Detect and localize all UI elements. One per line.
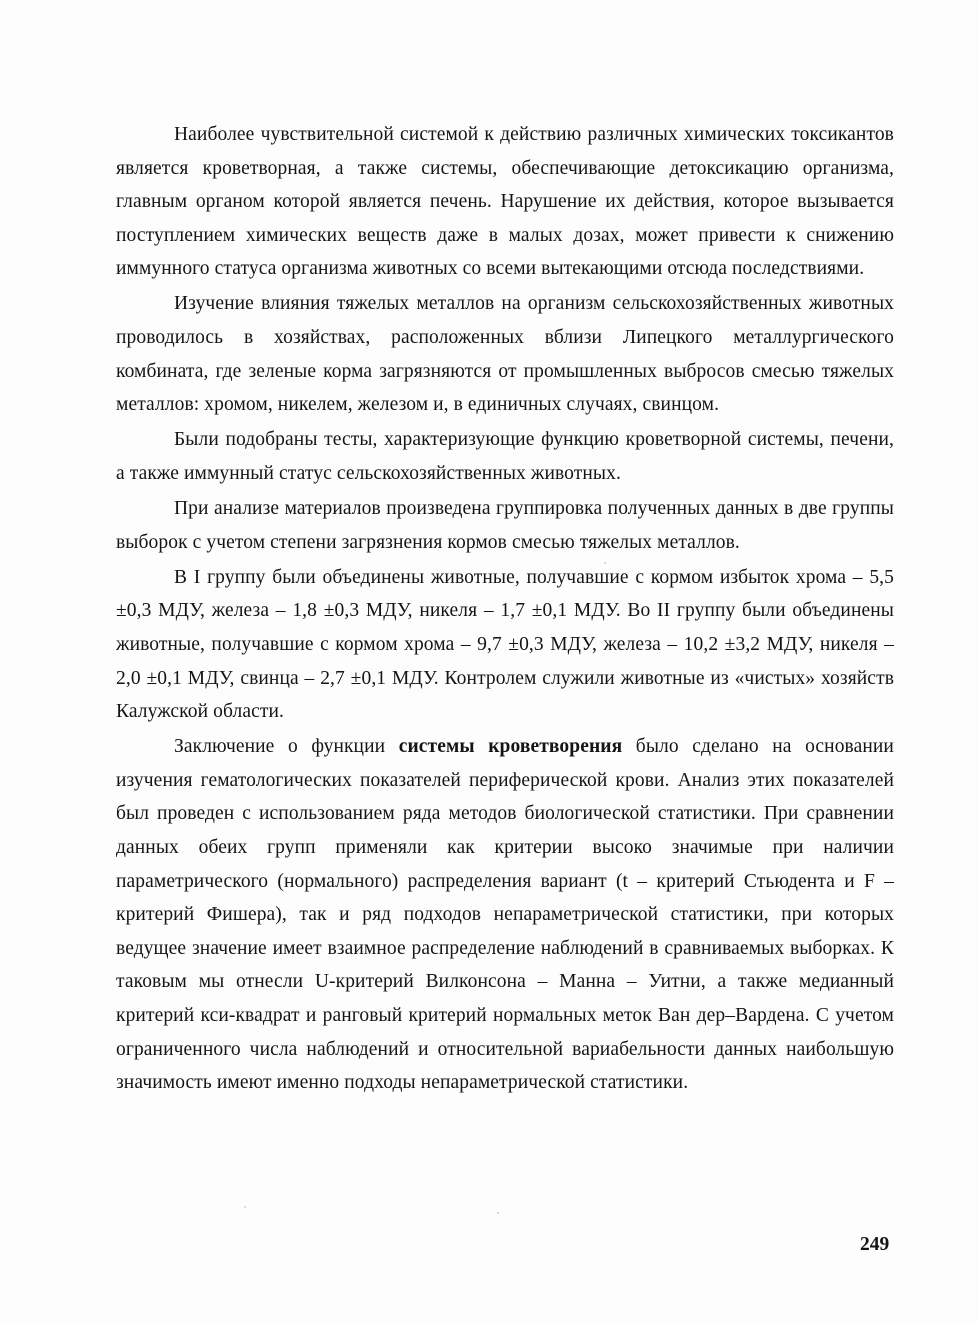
scan-speck bbox=[244, 1206, 246, 1208]
scan-speck bbox=[497, 1212, 499, 1214]
paragraph-6-emphasis: системы кроветворения bbox=[398, 736, 623, 758]
page-number: 249 bbox=[860, 1234, 890, 1255]
paragraph-1: Наиболее чувствительной системой к действию различных химических токсикантов является кроветворная, а также системы, обеспечивающие детоксикацию организма, главным органом которой является печень. Нарушение их действия, которое вызывается поступлением химических веществ даже в малых дозах, может привести к снижению иммунного статуса организма животных со всеми вытекающими отсюда последствиями. bbox=[116, 124, 894, 280]
paragraph-6 bbox=[116, 730, 894, 1100]
body-text bbox=[116, 118, 894, 1101]
paragraph-5: В I группу были объединены животные, получавшие с кормом избыток хрома – 5,5 ±0,3 МДУ, железа – 1,8 ±0,3 МДУ, никеля – 1,7 ±0,1 МДУ. Во II группу были объединены животные, получавшие с кормом хрома – 9,7 ±0,3 МДУ, железа – 10,2 ±3,2 МДУ, никеля – 2,0 ±0,1 МДУ, свинца – 2,7 ±0,1 МДУ. Контролем служили животные из «чистых» хозяйств Калужской области. bbox=[116, 566, 894, 723]
paragraph-4: При анализе материалов произведена группировка полученных данных в две группы выборок с учетом степени загрязнения кормов смесью тяжелых металлов. bbox=[116, 498, 894, 553]
paragraph-2: Изучение влияния тяжелых металлов на организм сельскохозяйственных животных проводилось в хозяйствах, расположенных вблизи Липецкого металлургического комбината, где зеленые корма загрязняются от промышленных выбросов смесью тяжелых металлов: хромом, никелем, железом и, в единичных случаях, свинцом. bbox=[116, 293, 894, 416]
paragraph-3: Были подобраны тесты, характеризующие функцию кроветворной системы, печени, а также иммунный статус сельскохозяйственных животных. bbox=[116, 429, 894, 484]
scan-speck bbox=[604, 562, 606, 564]
paragraph-6-rest: было сделано на основании изучения гематологических показателей периферической крови. Анализ этих показателей был проведен с использованием ряда методов биологической статистики. При сравнении данных обеих групп применяли как критерии высоко значимые при наличии параметрического (нормального) распределения вариант (t – критерий Стьюдента и F – критерий Фишера), так и ряд подходов непараметрической статистики, при которых ведущее значение имеет взаимное распределение наблюдений в сравниваемых выборках. К таковым мы отнесли U-критерий Вилконсона – Манна – Уитни, а также медианный критерий кси-квадрат и ранговый критерий нормальных меток Ван дер–Вардена. С учетом ограниченного числа наблюдений и относительной вариабельности данных наибольшую значимость имеют именно подходы непараметрической статистики. bbox=[116, 736, 894, 1094]
paragraph-6-start: Заключение о функции bbox=[174, 736, 399, 758]
